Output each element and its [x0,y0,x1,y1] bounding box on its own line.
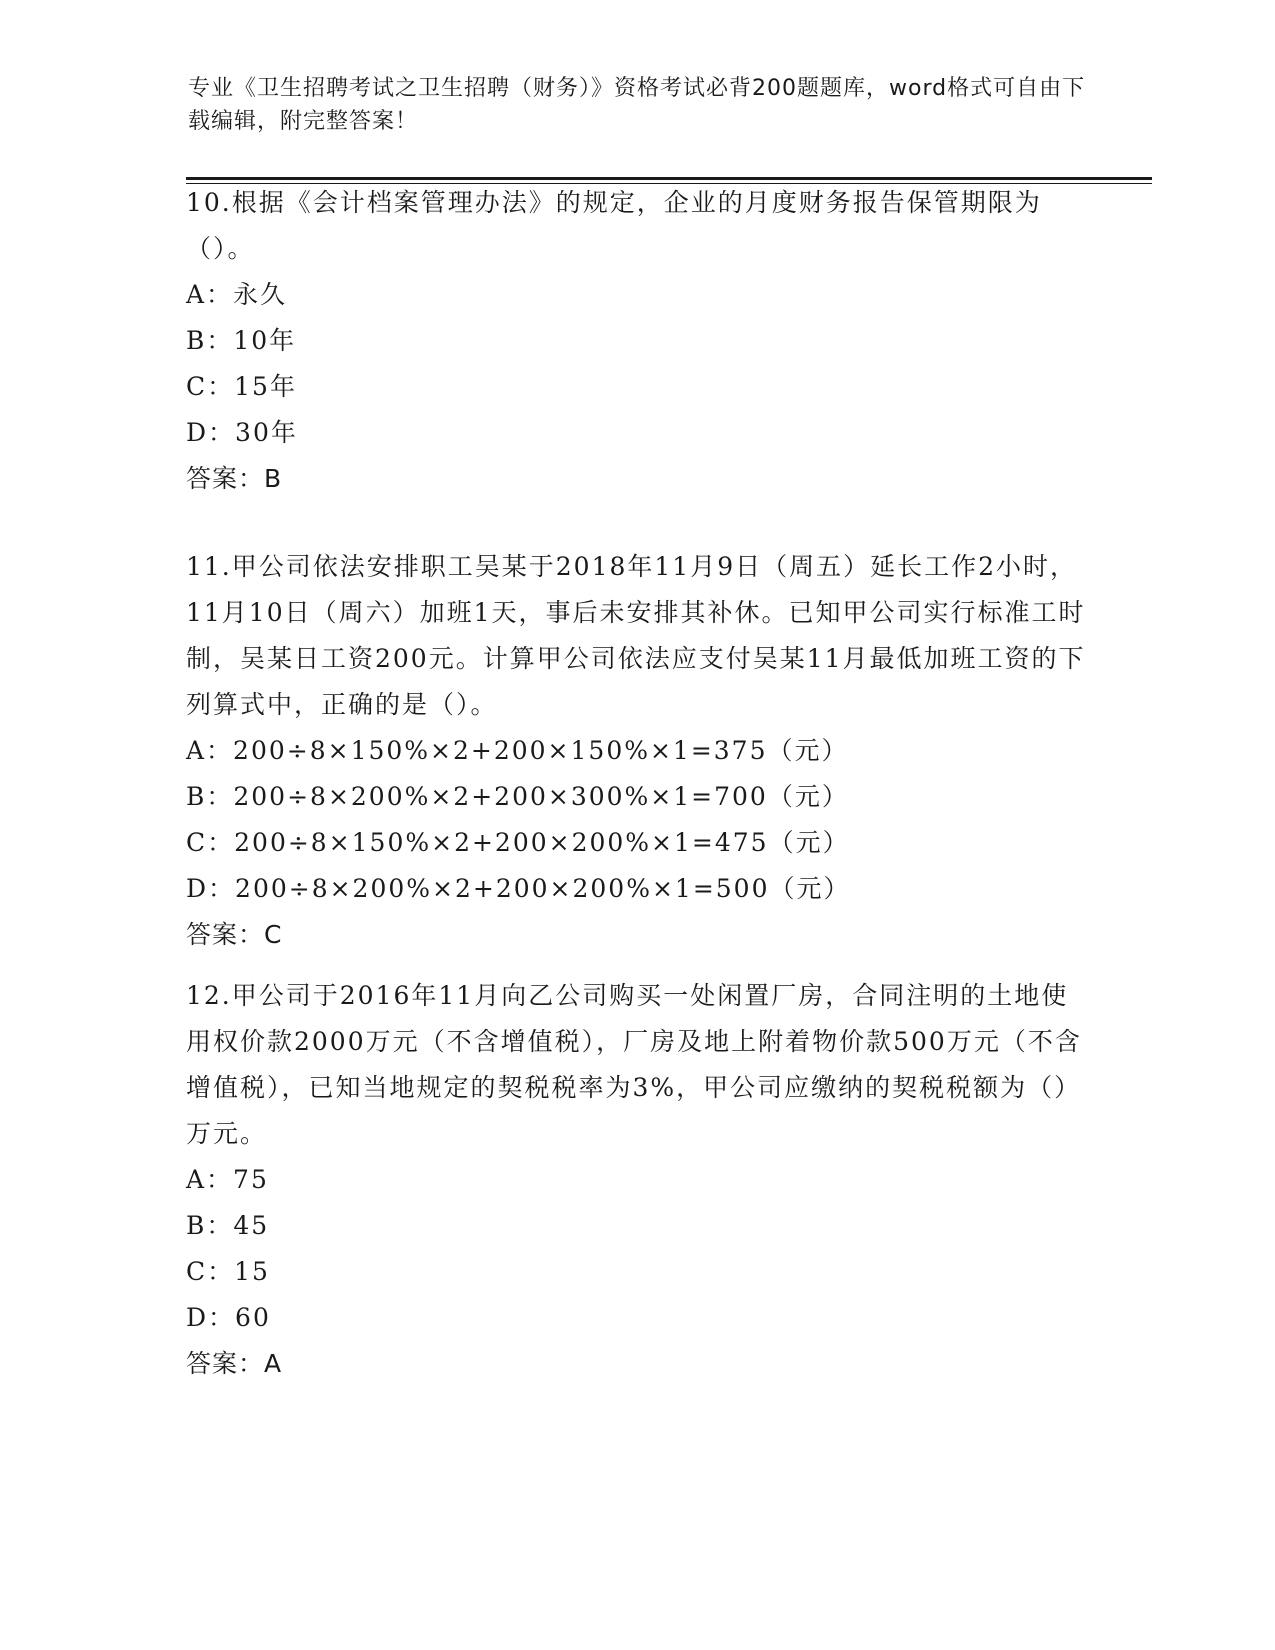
option-c: C：15年 [186,372,297,401]
option-d: D：200÷8×200%×2+200×200%×1=500（元） [186,874,851,903]
option-c: C：200÷8×150%×2+200×200%×1=475（元） [186,828,850,857]
option-c: C：15 [186,1257,270,1286]
document-intro: 专业《卫生招聘考试之卫生招聘（财务）》资格考试必背200题题库，word格式可自由下载编辑，附完整答案！ [188,76,1086,134]
option-d: D：30年 [186,418,298,447]
option-a: A：75 [186,1165,269,1194]
option-b: B：10年 [186,326,297,355]
option-b: B：200÷8×200%×2+200×300%×1=700（元） [186,782,849,811]
question-11 [186,544,1086,958]
question-stem: 11.甲公司依法安排职工吴某于2018年11月9日（周五）延长工作2小时，11月10日（周六）加班1天，事后未安排其补休。已知甲公司实行标准工时制，吴某日工资200元。计算甲公司依法应支付吴某11月最低加班工资的下列算式中，正确的是（）。 [186,552,1086,719]
question-10 [186,180,1086,502]
answer-label: 答案：A [186,1349,283,1378]
option-b: B：45 [186,1211,270,1240]
option-d: D：60 [186,1303,271,1332]
question-stem: 10.根据《会计档案管理办法》的规定，企业的月度财务报告保管期限为（）。 [186,188,1042,263]
option-a: A：200÷8×150%×2+200×150%×1=375（元） [186,736,849,765]
answer-label: 答案：B [186,464,283,493]
option-a: A：永久 [186,280,288,309]
question-stem: 12.甲公司于2016年11月向乙公司购买一处闲置厂房，合同注明的土地使用权价款2000万元（不含增值税），厂房及地上附着物价款500万元（不含增值税），已知当地规定的契税税率为3%，甲公司应缴纳的契税税额为（）万元。 [186,981,1082,1148]
answer-label: 答案：C [186,920,283,949]
question-12 [186,973,1086,1387]
